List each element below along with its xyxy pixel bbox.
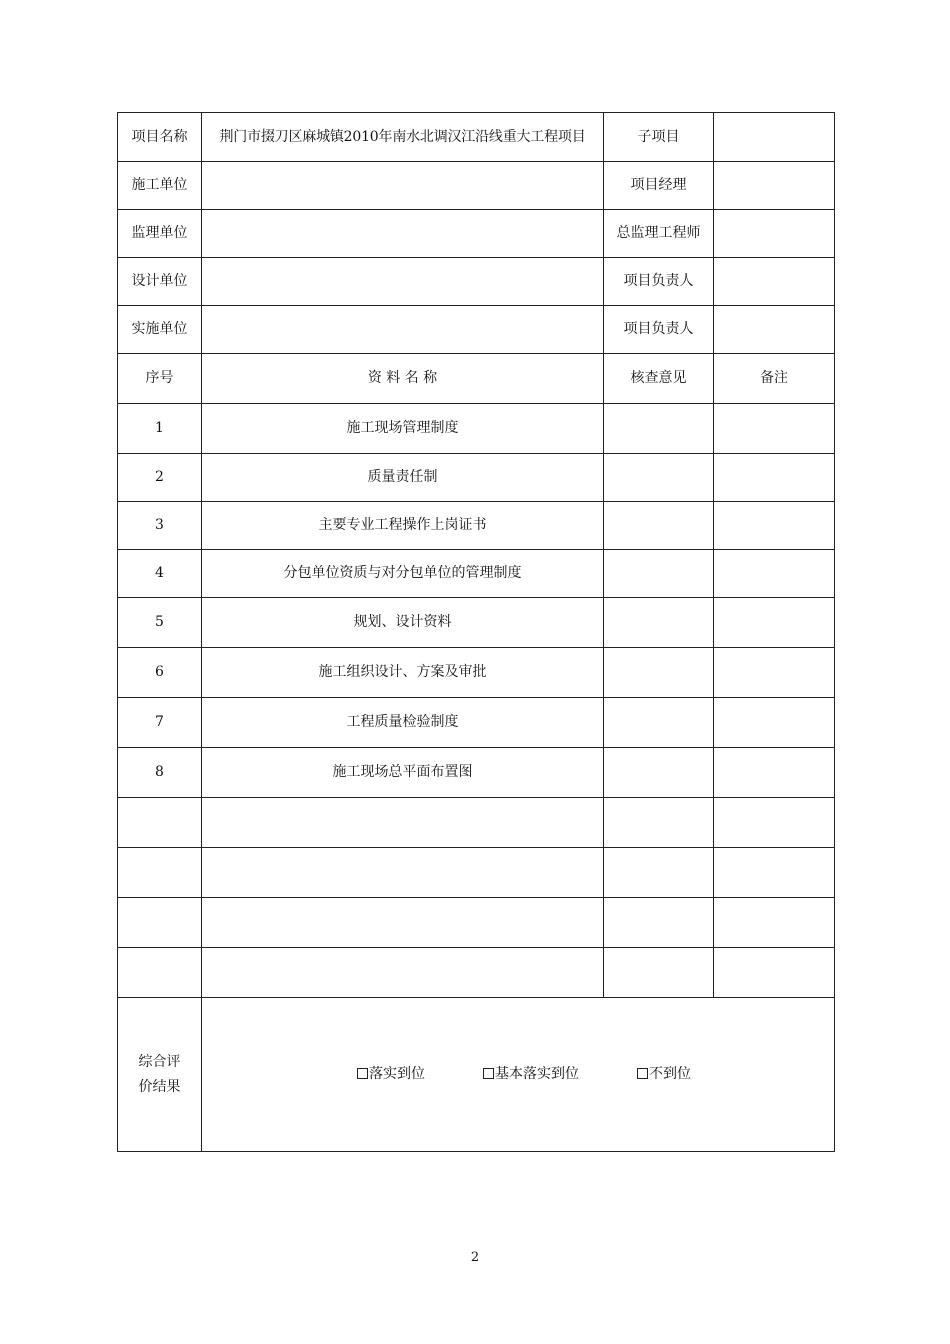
- checkbox-icon[interactable]: [637, 1068, 648, 1079]
- item-name: [202, 848, 604, 898]
- checkbox-icon[interactable]: [483, 1068, 494, 1079]
- review-opinion-header: 核查意见: [604, 354, 714, 404]
- subproject-label: 子项目: [604, 113, 714, 162]
- supervision-unit-label: 监理单位: [118, 210, 202, 258]
- item-name: [202, 798, 604, 848]
- implementation-unit-label: 实施单位: [118, 306, 202, 354]
- item-name: 质量责任制: [202, 454, 604, 502]
- item-name: 工程质量检验制度: [202, 698, 604, 748]
- option-label: 基本落实到位: [495, 1066, 579, 1083]
- item-review-cell: [604, 948, 714, 998]
- item-name: 主要专业工程操作上岗证书: [202, 502, 604, 550]
- item-remark-cell: [714, 698, 835, 748]
- item-review-cell: [604, 598, 714, 648]
- option-label: 不到位: [649, 1066, 691, 1083]
- info-row-supervision-unit: [118, 210, 835, 258]
- item-review-cell: [604, 502, 714, 550]
- table-row: [118, 454, 835, 502]
- item-remark-cell: [714, 502, 835, 550]
- table-row: [118, 698, 835, 748]
- item-review-cell: [604, 898, 714, 948]
- item-name: 分包单位资质与对分包单位的管理制度: [202, 550, 604, 598]
- item-remark-cell: [714, 848, 835, 898]
- item-seq: 8: [118, 748, 202, 798]
- info-row-project-name: [118, 113, 835, 162]
- item-seq: [118, 948, 202, 998]
- table-row: [118, 898, 835, 948]
- item-name: [202, 948, 604, 998]
- table-row: [118, 748, 835, 798]
- item-seq: 1: [118, 404, 202, 454]
- item-review-cell: [604, 698, 714, 748]
- evaluation-label-line2: 价结果: [138, 1078, 181, 1095]
- table-row: [118, 648, 835, 698]
- design-unit-label: 设计单位: [118, 258, 202, 306]
- evaluation-options: [357, 1065, 691, 1083]
- table-row: [118, 948, 835, 998]
- item-remark-cell: [714, 404, 835, 454]
- item-seq: 7: [118, 698, 202, 748]
- evaluation-label: [139, 1050, 181, 1100]
- construction-unit-label: 施工单位: [118, 162, 202, 210]
- table-row: [118, 550, 835, 598]
- item-name: 规划、设计资料: [202, 598, 604, 648]
- item-name: 施工现场总平面布置图: [202, 748, 604, 798]
- item-remark-cell: [714, 798, 835, 848]
- item-seq: [118, 798, 202, 848]
- table-row: [118, 502, 835, 550]
- design-unit-value: [202, 258, 604, 306]
- item-seq: [118, 898, 202, 948]
- item-seq: [118, 848, 202, 898]
- implementation-lead-label: 项目负责人: [604, 306, 714, 354]
- table-row: [118, 598, 835, 648]
- evaluation-options-cell: [202, 998, 835, 1152]
- table-row: [118, 798, 835, 848]
- item-remark-cell: [714, 748, 835, 798]
- option-label: 落实到位: [369, 1066, 425, 1083]
- project-name-label: 项目名称: [118, 113, 202, 162]
- item-review-cell: [604, 404, 714, 454]
- item-remark-cell: [714, 550, 835, 598]
- item-remark-cell: [714, 948, 835, 998]
- item-remark-cell: [714, 598, 835, 648]
- design-lead-label: 项目负责人: [604, 258, 714, 306]
- subproject-value: [714, 113, 835, 162]
- item-review-cell: [604, 848, 714, 898]
- design-lead-value: [714, 258, 835, 306]
- item-review-cell: [604, 648, 714, 698]
- table-row: [118, 848, 835, 898]
- option-not-implemented[interactable]: [637, 1065, 691, 1083]
- item-name: 施工组织设计、方案及审批: [202, 648, 604, 698]
- info-row-implementation-unit: [118, 306, 835, 354]
- document-name-header: 资 料 名 称: [202, 354, 604, 404]
- item-seq: 3: [118, 502, 202, 550]
- project-manager-value: [714, 162, 835, 210]
- item-seq: 5: [118, 598, 202, 648]
- item-seq: 6: [118, 648, 202, 698]
- option-fully-implemented[interactable]: [357, 1065, 425, 1083]
- item-review-cell: [604, 798, 714, 848]
- item-review-cell: [604, 550, 714, 598]
- evaluation-label-line1: 综合评: [138, 1053, 181, 1070]
- project-name-value: 荆门市掇刀区麻城镇2010年南水北调汉江沿线重大工程项目: [202, 113, 604, 162]
- construction-unit-value: [202, 162, 604, 210]
- item-review-cell: [604, 454, 714, 502]
- list-header-row: [118, 354, 835, 404]
- item-remark-cell: [714, 454, 835, 502]
- table-row: [118, 404, 835, 454]
- info-row-design-unit: [118, 258, 835, 306]
- inspection-form-table: [117, 112, 835, 1152]
- item-name: 施工现场管理制度: [202, 404, 604, 454]
- evaluation-row: [118, 998, 835, 1152]
- remark-header: 备注: [714, 354, 835, 404]
- item-remark-cell: [714, 898, 835, 948]
- evaluation-label-cell: [118, 998, 202, 1152]
- checkbox-icon[interactable]: [357, 1068, 368, 1079]
- item-seq: 4: [118, 550, 202, 598]
- item-remark-cell: [714, 648, 835, 698]
- chief-supervisor-label: 总监理工程师: [604, 210, 714, 258]
- supervision-unit-value: [202, 210, 604, 258]
- page-number: 2: [470, 1250, 480, 1265]
- item-review-cell: [604, 748, 714, 798]
- info-row-construction-unit: [118, 162, 835, 210]
- item-seq: 2: [118, 454, 202, 502]
- seq-header: 序号: [118, 354, 202, 404]
- implementation-lead-value: [714, 306, 835, 354]
- item-name: [202, 898, 604, 948]
- project-manager-label: 项目经理: [604, 162, 714, 210]
- chief-supervisor-value: [714, 210, 835, 258]
- option-basically-implemented[interactable]: [483, 1065, 579, 1083]
- implementation-unit-value: [202, 306, 604, 354]
